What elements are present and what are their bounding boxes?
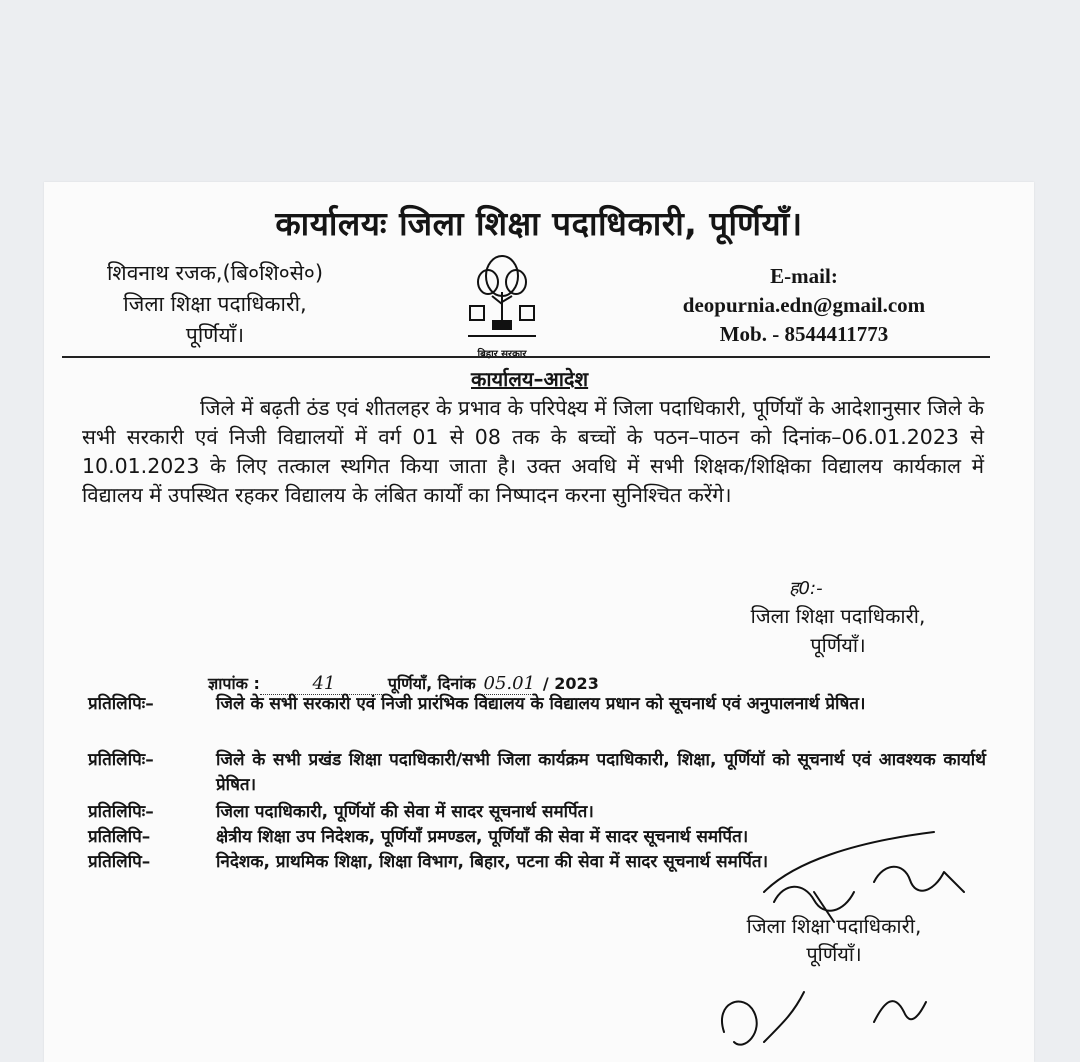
mobile-number: Mob. - 8544411773 [719,322,889,346]
email-value: deopurnia.edn@gmail.com [682,293,926,317]
order-heading: कार्यालय–आदेश [471,367,589,391]
memo-number: 41 [260,673,388,695]
officer-location: पूर्णियाँ। [185,323,245,347]
order-signature-block [728,602,948,660]
emblem-caption: बिहार सरकार [477,349,527,360]
copy-label: प्रतिलिपिः– [88,694,154,714]
memo-place-date-label: पूर्णियाँ, दिनांक [387,674,476,693]
sign-designation: जिला शिक्षा पदाधिकारी, [750,604,926,628]
bodhi-tree-icon [462,252,542,344]
officer-block [80,258,350,351]
memo-date: 05.01 [481,673,537,695]
copy-label: प्रतिलिपि– [88,827,151,847]
memo-label: ज्ञापांक : [208,674,260,693]
sign-mark: ह0:- [789,578,823,599]
copy-label: प्रतिलिपि– [88,852,151,872]
email-label: E-mail: [770,264,838,288]
document-page [44,182,1034,1062]
copy-text: निदेशक, प्राथमिक शिक्षा, शिक्षा विभाग, बिहार, पटना की सेवा में सादर सूचनार्थ समर्पित। [216,852,769,872]
copy-text: क्षेत्रीय शिक्षा उप निदेशक, पूर्णियाँ प्रमण्डल, पूर्णियाँ की सेवा में सादर सूचनार्थ समर्पित। [216,827,749,847]
order-body: जिले में बढ़ती ठंड एवं शीतलहर के प्रभाव के परिपेक्ष्य में जिला पदाधिकारी, पूर्णियाँ के आदेशानुसार जिले के सभी सरकारी एवं निजी विद्यालयों में वर्ग 01 से 08 तक के बच्चों के पठन–पाठन को दिनांक–06.01.2023 से 10.01.2023 के लिए तत्काल स्थगित किया जाता है। उक्त अवधि में सभी शिक्षक/शिक्षिका विद्यालय कार्यकाल में विद्यालय में उपस्थित रहकर विद्यालय के लंबित कार्यों का निष्पादन करना सुनिश्चित करेंगे। [82,396,984,507]
closing-designation: जिला शिक्षा पदाधिकारी, [746,914,922,938]
copy-text: जिला पदाधिकारी, पूर्णियॉ की सेवा में सादर सूचनार्थ समर्पित। [216,802,594,822]
header-divider [62,356,990,358]
closing-location: पूर्णियाँ। [806,942,862,966]
copy-label: प्रतिलिपिः– [88,750,154,770]
officer-name: शिवनाथ रजक,(बि०शि०से०) [106,261,324,285]
copy-label: प्रतिलिपिः– [88,802,154,822]
contact-block [644,262,964,349]
memo-year: / 2023 [542,674,599,693]
officer-designation: जिला शिक्षा पदाधिकारी, [123,292,307,316]
office-title: कार्यालयः जिला शिक्षा पदाधिकारी, पूर्णियाँ। [275,204,803,243]
sign-location: पूर्णियाँ। [810,633,866,657]
bihar-emblem [462,252,542,358]
copy-text: जिले के सभी प्रखंड शिक्षा पदाधिकारी/सभी जिला कार्यक्रम पदाधिकारी, शिक्षा, पूर्णियॉ को सूचनार्थ एवं आवश्यक कार्यार्थ प्रेषित। [216,750,986,795]
closing-signature-block [714,912,954,968]
copy-text: जिले के सभी सरकारी एवं निजी प्रारंभिक विद्यालय के विद्यालय प्रधान को सूचनार्थ एवं अनुपालनार्थ प्रेषित। [216,694,866,714]
